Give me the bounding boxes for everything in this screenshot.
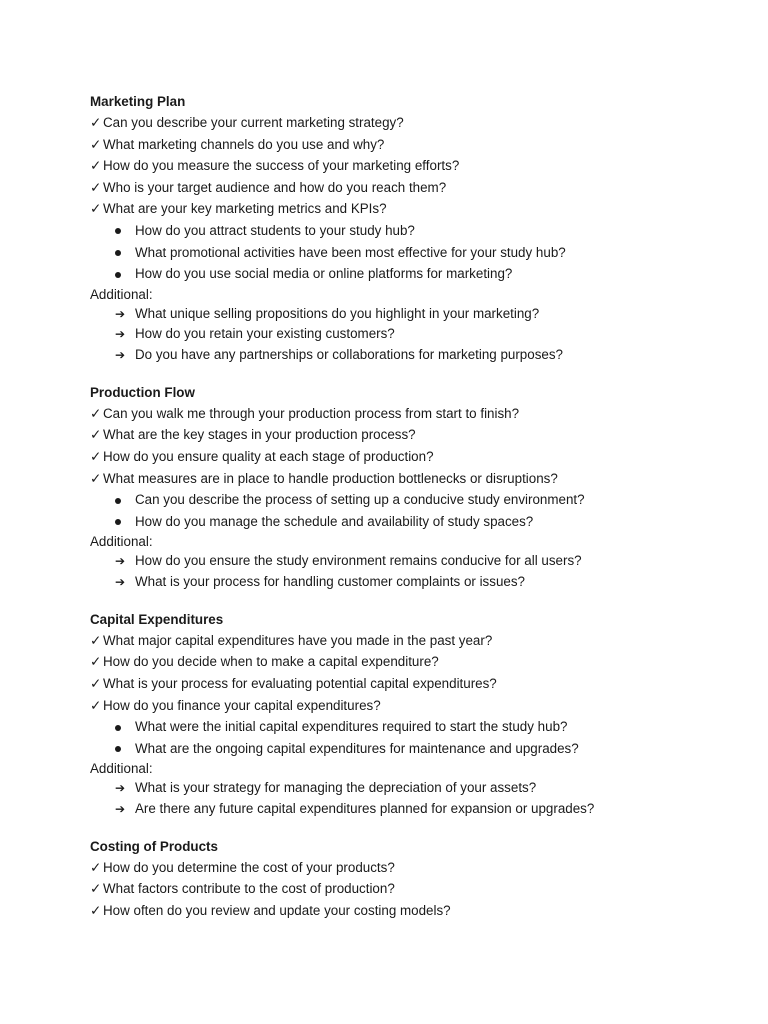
checkmark-icon: ✓ <box>90 859 102 875</box>
checkmark-icon: ✓ <box>90 654 102 670</box>
checkmark-icon: ✓ <box>90 903 102 919</box>
check-item <box>90 695 750 717</box>
check-item-text: How often do you review and update your costing models? <box>103 903 451 919</box>
check-item <box>90 651 750 673</box>
check-item-text: How do you determine the cost of your products? <box>103 859 395 875</box>
checkmark-icon: ✓ <box>90 470 102 486</box>
check-item <box>90 134 750 156</box>
arrow-item <box>90 778 750 799</box>
checkmark-icon: ✓ <box>90 697 102 713</box>
check-item <box>90 673 750 695</box>
check-item-text: What measures are in place to handle production bottlenecks or disruptions? <box>103 470 558 486</box>
check-item <box>90 424 750 446</box>
bullet-item <box>90 716 750 738</box>
bullet-item-text: How do you manage the schedule and availability of study spaces? <box>135 513 534 529</box>
arrow-right-icon: ➔ <box>115 306 126 321</box>
check-item <box>90 630 750 652</box>
check-item <box>90 468 750 490</box>
arrow-right-icon: ➔ <box>115 574 126 589</box>
arrow-item <box>90 551 750 572</box>
additional-label: Additional: <box>90 761 153 777</box>
section-heading: Costing of Products <box>90 838 218 854</box>
bullet-item-text: Can you describe the process of setting up a conducive study environment? <box>135 492 585 508</box>
check-item-text: What factors contribute to the cost of production? <box>103 881 395 897</box>
checkmark-icon: ✓ <box>90 448 102 464</box>
check-item <box>90 198 750 220</box>
check-item <box>90 155 750 177</box>
arrow-right-icon: ➔ <box>115 347 126 362</box>
check-item <box>90 177 750 199</box>
section <box>90 836 750 922</box>
checkmark-icon: ✓ <box>90 179 102 195</box>
arrow-item <box>90 324 750 345</box>
bullet-item-text: How do you use social media or online platforms for marketing? <box>135 266 513 282</box>
checkmark-icon: ✓ <box>90 158 102 174</box>
arrow-item-text: How do you ensure the study environment remains conducive for all users? <box>135 553 582 569</box>
arrow-item <box>90 345 750 366</box>
checkmark-icon: ✓ <box>90 201 102 217</box>
check-item-text: What are the key stages in your production process? <box>103 427 416 443</box>
arrow-item-text: What unique selling propositions do you highlight in your marketing? <box>135 305 540 321</box>
check-item <box>90 900 750 922</box>
check-item <box>90 112 750 134</box>
bullet-item <box>90 263 750 285</box>
arrow-right-icon: ➔ <box>115 554 126 569</box>
arrow-item-text: What is your process for handling customer complaints or issues? <box>135 573 525 589</box>
check-item <box>90 446 750 468</box>
check-item <box>90 403 750 425</box>
check-item <box>90 878 750 900</box>
arrow-right-icon: ➔ <box>115 801 126 816</box>
check-item-text: How do you decide when to make a capital expenditure? <box>103 654 439 670</box>
bullet-item <box>90 220 750 242</box>
additional-label: Additional: <box>90 534 153 550</box>
arrow-item <box>90 799 750 820</box>
bullet-dot-icon <box>115 228 121 234</box>
checkmark-icon: ✓ <box>90 632 102 648</box>
checkmark-icon: ✓ <box>90 405 102 421</box>
arrow-item <box>90 572 750 593</box>
arrow-item-text: What is your strategy for managing the depreciation of your assets? <box>135 780 537 796</box>
arrow-right-icon: ➔ <box>115 781 126 796</box>
checkmark-icon: ✓ <box>90 427 102 443</box>
additional-label: Additional: <box>90 286 153 302</box>
check-item-text: What is your process for evaluating potential capital expenditures? <box>103 676 497 691</box>
check-item-text: What marketing channels do you use and why? <box>103 136 385 152</box>
check-item-text: How do you measure the success of your marketing efforts? <box>103 158 460 174</box>
bullet-item <box>90 738 750 760</box>
section-heading: Marketing Plan <box>90 94 186 109</box>
check-item-text: How do you ensure quality at each stage of production? <box>103 448 434 464</box>
section <box>90 382 750 593</box>
bullet-item <box>90 489 750 511</box>
bullet-dot-icon <box>115 519 121 525</box>
bullet-item <box>90 242 750 264</box>
bullet-item-text: How do you attract students to your study hub? <box>135 222 415 238</box>
bullet-dot-icon <box>115 746 121 752</box>
section-heading: Capital Expenditures <box>90 611 224 627</box>
bullet-item-text: What are the ongoing capital expenditures for maintenance and upgrades? <box>135 740 579 756</box>
bullet-dot-icon <box>115 498 121 504</box>
check-item-text: What major capital expenditures have you made in the past year? <box>103 632 493 648</box>
check-item <box>90 857 750 879</box>
check-item-text: Can you walk me through your production process from start to finish? <box>103 405 520 421</box>
bullet-dot-icon <box>115 725 121 731</box>
checkmark-icon: ✓ <box>90 881 102 897</box>
bullet-item <box>90 511 750 533</box>
arrow-item-text: How do you retain your existing customers? <box>135 326 395 342</box>
check-item-text: What are your key marketing metrics and KPIs? <box>103 201 387 217</box>
section <box>90 91 750 365</box>
bullet-dot-icon <box>115 250 121 256</box>
check-item-text: How do you finance your capital expenditures? <box>103 697 381 713</box>
bullet-item-text: What were the initial capital expenditures required to start the study hub? <box>135 719 568 735</box>
checkmark-icon: ✓ <box>90 676 102 691</box>
bullet-dot-icon <box>115 272 121 278</box>
arrow-item-text: Are there any future capital expenditures planned for expansion or upgrades? <box>135 800 595 816</box>
section <box>90 609 750 820</box>
check-item-text: Can you describe your current marketing strategy? <box>103 115 404 130</box>
section-heading: Production Flow <box>90 384 195 400</box>
arrow-right-icon: ➔ <box>115 327 126 342</box>
arrow-item-text: Do you have any partnerships or collaborations for marketing purposes? <box>135 346 563 362</box>
bullet-item-text: What promotional activities have been most effective for your study hub? <box>135 244 566 260</box>
check-item-text: Who is your target audience and how do you reach them? <box>103 179 447 195</box>
document-content <box>90 91 750 938</box>
checkmark-icon: ✓ <box>90 115 102 130</box>
arrow-item <box>90 304 750 325</box>
checkmark-icon: ✓ <box>90 136 102 152</box>
